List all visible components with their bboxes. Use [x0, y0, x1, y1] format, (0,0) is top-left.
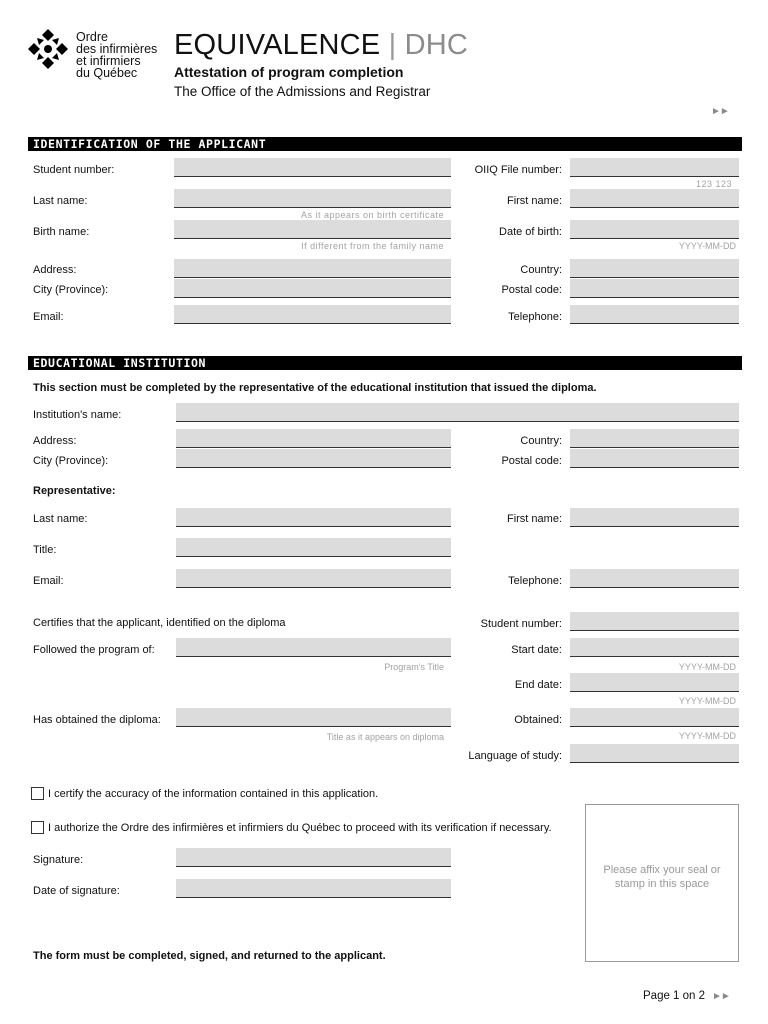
oiiq-file-input[interactable] [570, 158, 739, 177]
rep-first-name-input[interactable] [570, 508, 739, 527]
rep-email-label: Email: [33, 575, 64, 587]
program-hint: Program's Title [384, 662, 444, 672]
email-label: Email: [33, 311, 64, 323]
next-page-arrows-icon[interactable]: ►► [712, 991, 730, 1002]
signature-date-input[interactable] [176, 879, 451, 898]
obtained-label: Obtained: [514, 714, 562, 726]
page-number: Page 1 on 2 [643, 990, 706, 1002]
inst-city-label: City (Province): [33, 455, 109, 467]
page-title: EQUIVALENCE | DHC [174, 29, 469, 61]
country-label: Country: [520, 264, 562, 276]
last-name-input[interactable] [174, 189, 451, 208]
obtained-hint: YYYY-MM-DD [678, 731, 736, 741]
inst-address-input[interactable] [176, 429, 451, 448]
logo-text: Ordre des infirmières et infirmiers du Québec [76, 30, 158, 80]
inst-postal-label: Postal code: [501, 455, 562, 467]
end-date-label: End date: [514, 679, 562, 691]
dob-label: Date of birth: [499, 226, 562, 238]
signature-input[interactable] [176, 848, 451, 867]
language-label: Language of study: [468, 750, 562, 762]
dob-hint: YYYY-MM-DD [678, 241, 736, 251]
institution-name-input[interactable] [176, 403, 739, 422]
country-input[interactable] [570, 259, 739, 278]
last-name-label: Last name: [33, 195, 88, 207]
rep-title-label: Title: [33, 544, 57, 556]
city-label: City (Province): [33, 284, 109, 296]
certifies-label: Certifies that the applicant, identified on the diploma [33, 617, 286, 629]
form-subtitle: Attestation of program completion [174, 64, 404, 80]
inst-address-label: Address: [33, 435, 77, 447]
footer-note: The form must be completed, signed, and returned to the applicant. [33, 950, 386, 962]
start-date-label: Start date: [511, 644, 562, 656]
authorize-checkbox[interactable] [31, 821, 44, 834]
address-input[interactable] [174, 259, 451, 278]
end-date-input[interactable] [570, 673, 739, 692]
program-label: Followed the program of: [33, 644, 155, 656]
accuracy-checkbox[interactable] [31, 787, 44, 800]
rep-title-input[interactable] [176, 538, 451, 557]
first-name-label: First name: [506, 195, 562, 207]
section-institution-header: EDUCATIONAL INSTITUTION [28, 356, 742, 370]
student-number-input[interactable] [174, 158, 451, 177]
birth-name-label: Birth name: [33, 226, 90, 238]
inst-student-number-input[interactable] [570, 612, 739, 631]
seal-stamp-area[interactable]: Please affix your seal or stamp in this space [585, 804, 739, 962]
diploma-label: Has obtained the diploma: [33, 714, 161, 726]
dob-input[interactable] [570, 220, 739, 239]
rep-last-name-label: Last name: [33, 513, 88, 525]
accuracy-text: I certify the accuracy of the information contained in this application. [48, 788, 379, 800]
rep-telephone-input[interactable] [570, 569, 739, 588]
telephone-label: Telephone: [508, 311, 562, 323]
inst-city-input[interactable] [176, 449, 451, 468]
language-input[interactable] [570, 744, 739, 763]
postal-code-label: Postal code: [501, 284, 562, 296]
diploma-input[interactable] [176, 708, 451, 727]
last-name-hint: As it appears on birth certificate [300, 210, 444, 220]
diploma-hint: Title as it appears on diploma [326, 732, 444, 742]
representative-heading: Representative: [33, 485, 116, 497]
telephone-input[interactable] [570, 305, 739, 324]
first-name-input[interactable] [570, 189, 739, 208]
birth-name-hint: If different from the family name [301, 241, 444, 251]
next-page-arrows-icon[interactable]: ►► [711, 106, 729, 117]
city-input[interactable] [174, 279, 451, 298]
rep-last-name-input[interactable] [176, 508, 451, 527]
rep-telephone-label: Telephone: [508, 575, 562, 587]
inst-country-input[interactable] [570, 429, 739, 448]
birth-name-input[interactable] [174, 220, 451, 239]
oiiq-logo-icon [27, 28, 69, 70]
inst-student-number-label: Student number: [480, 618, 562, 630]
obtained-input[interactable] [570, 708, 739, 727]
office-name: The Office of the Admissions and Registrar [174, 84, 431, 99]
start-date-input[interactable] [570, 638, 739, 657]
postal-code-input[interactable] [570, 279, 739, 298]
inst-postal-input[interactable] [570, 449, 739, 468]
program-input[interactable] [176, 638, 451, 657]
rep-first-name-label: First name: [506, 513, 562, 525]
authorize-text: I authorize the Ordre des infirmières et infirmiers du Québec to proceed with its verification if necessary. [48, 822, 552, 834]
start-date-hint: YYYY-MM-DD [678, 662, 736, 672]
oiiq-file-hint: 123 123 [695, 179, 732, 189]
signature-label: Signature: [33, 854, 84, 866]
student-number-label: Student number: [33, 164, 115, 176]
section-identification-header: IDENTIFICATION OF THE APPLICANT [28, 137, 742, 151]
email-input[interactable] [174, 305, 451, 324]
institution-instruction: This section must be completed by the representative of the educational institution that issued the diploma. [33, 382, 597, 394]
rep-email-input[interactable] [176, 569, 451, 588]
inst-country-label: Country: [520, 435, 562, 447]
signature-date-label: Date of signature: [33, 885, 120, 897]
address-label: Address: [33, 264, 77, 276]
end-date-hint: YYYY-MM-DD [678, 696, 736, 706]
oiiq-file-label: OIIQ File number: [474, 164, 562, 176]
institution-name-label: Institution's name: [33, 409, 122, 421]
